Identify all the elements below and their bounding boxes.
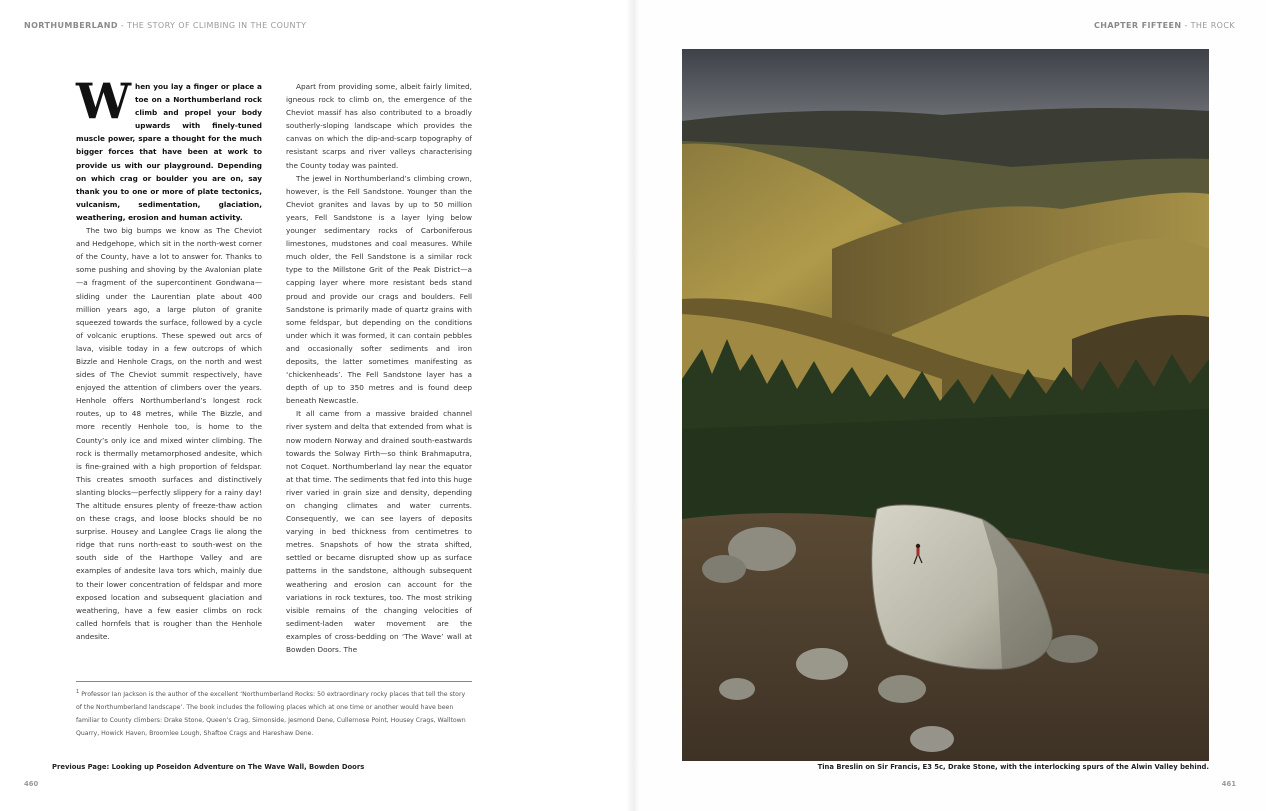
running-head-right (1094, 21, 1235, 30)
lead-paragraph (76, 72, 262, 224)
footnote-rule (76, 681, 472, 682)
rock (878, 675, 926, 703)
footnote-text: Professor Ian Jackson is the author of the excellent ‘Northumberland Rocks: 50 extraordinary rocky places that tell the story of the Northumberland landscape’. The book includes the following places which at one time or another would have been familiar to County climbers: Drake Stone, Queen’s Crag, Simonside, Jesmond Dene, Cullernose Point, Housey Crags, Walltown Quarry, Howick Haven, Broomlee Lough, Shaftoe Crags and Hareshaw Dene. (76, 691, 466, 738)
rock (702, 555, 746, 583)
gutter-shadow (626, 0, 640, 811)
rock (910, 726, 954, 752)
text-column-2 (286, 80, 472, 656)
photo-caption: Tina Breslin on Sir Francis, E3 5c, Drake Stone, with the interlocking spurs of the Alwin Valley behind. (817, 763, 1209, 771)
running-head-right-subtitle: - THE ROCK (1181, 21, 1235, 30)
lead-text: hen you lay a finger or place a toe on a Northumberland rock climb and propel your body upwards with finely-tuned muscle power, spare a thought for the much bigger forces that have been at work to provide us with our playground. Depending on which crag or boulder you are on, say thank you to one or more of plate tectonics, vulcanism, sedimentation, glaciation, weathering, erosion and human activity. (76, 82, 262, 222)
landscape-photo (682, 49, 1209, 761)
rock (1046, 635, 1098, 663)
page-number-left: 460 (24, 780, 39, 788)
caption-previous-page: Previous Page: Looking up Poseidon Adventure on The Wave Wall, Bowden Doors (52, 763, 365, 771)
running-head-left (24, 21, 306, 30)
page-number-right: 461 (1221, 780, 1236, 788)
running-head-right-chapter: CHAPTER FIFTEEN (1093, 21, 1182, 30)
climber-body (917, 548, 920, 556)
running-head-left-title: NORTHUMBERLAND (24, 21, 118, 30)
rock (796, 648, 848, 680)
photo-illustration (682, 49, 1209, 761)
body-paragraph: The jewel in Northumberland’s climbing crown, however, is the Fell Sandstone. Younger than the Cheviot granites and lavas by up to 50 million years, Fell Sandstone is a layer lying below younger sedimentary rocks of Carboniferous limestones, mudstones and coal measures. While much older, the Fell Sandstone is a similar rock type to the Millstone Grit of the Peak District—a capping layer where more resistant beds stand proud and provide our crags and boulders. Fell Sandstone is primarily made of quartz grains with some feldspar, but depending on the conditions under which it was formed, it can contain pebbles and occasionally softer sediments and iron deposits, the latter sometimes manifesting as ‘chickenheads’. The Fell Sandstone layer has a depth of up to 350 metres and is found deep beneath Newcastle. (286, 173, 472, 406)
body-paragraph: It all came from a massive braided channel river system and delta that extended from what is now modern Norway and drained south-eastwards towards the Solway Firth—so think Brahmaputra, not Coquet. Northumberland lay near the equator at that time. The sediments that fed into this huge river varied in grain size and density, depending on changing climates and water currents. Consequently, we can see layers of deposits varying in bed thickness from centimetres to metres. Snapshots of how the strata shifted, settled or became disrupted show up as surface patterns in the sandstone, although subsequent weathering and erosion can account for the variations in rock textures, too. The most striking visible remains of the changing velocities of sediment-laden water movement are the examples of cross-bedding on ‘The Wave’ wall at Bowden Doors. The (286, 409, 472, 655)
body-paragraph: Apart from providing some, albeit fairly limited, igneous rock to climb on, the emergence of the Cheviot massif has also contributed to a broadly southerly-sloping landscape which provides the canvas on which the dip-and-scarp topography of resistant scarps and river valleys characterising the County today was painted. (286, 82, 472, 170)
body-paragraph: The two big bumps we know as The Cheviot and Hedgehope, which sit in the north-west corner of the County, have a lot to answer for. Thanks to some pushing and shoving by the Avalonian plate—a fragment of the supercontinent Gondwana—sliding under the Laurentian plate about 400 million years ago, a large pluton of granite squeezed towards the surface, followed by a cycle of volcanic eruptions. These spewed out arcs of lava, visible today in a few outcrops of which Bizzle and Henhole Crags, on the north and west sides of The Cheviot summit respectively, have enjoyed the attention of climbers over the years. Henhole offers Northumberland’s longest rock routes, up to 48 metres, while The Bizzle, and more recently Henhole too, is home to the County’s only ice and mixed winter climbing. The rock is thermally metamorphosed andesite, which is fine-grained with a high proportion of feldspar. This creates smooth surfaces and distinctively slanting blocks—perfectly slippery for a rainy day! The altitude ensures plenty of freeze-thaw action on these crags, and loose blocks should be no surprise. Housey and Langlee Crags lie along the ridge that runs north-east to south-west on the south side of the Harthope Valley and are examples of andesite lava tors which, mainly due to their lower concentration of feldspar and more exposed location and subsequent glaciation and weathering, have a few easier climbs on rock called hornfels that is rougher than the Henhole andesite. (76, 226, 262, 641)
drop-cap: W (76, 72, 132, 130)
climber (916, 544, 920, 548)
footnote-mark: 1 (76, 689, 80, 695)
rock (719, 678, 755, 700)
footnote (76, 686, 472, 740)
running-head-left-subtitle: - THE STORY OF CLIMBING IN THE COUNTY (117, 21, 307, 30)
text-column-1 (76, 72, 262, 643)
